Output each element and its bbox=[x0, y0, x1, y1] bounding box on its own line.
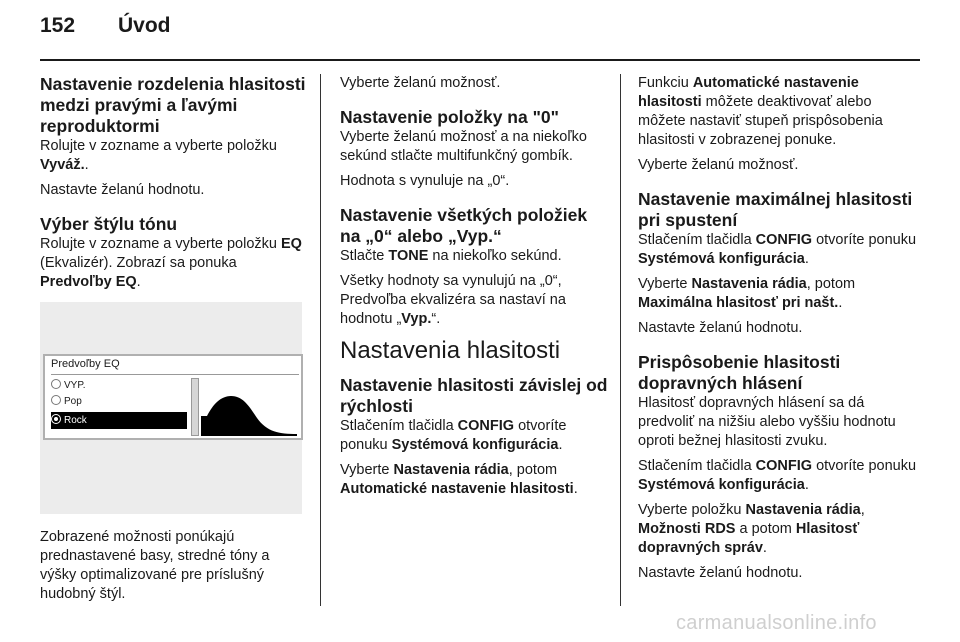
text: , potom bbox=[806, 276, 856, 292]
section-heading-reset-all: Nastavenie všetkých položiek na „0“ alebo „Vyp.“ bbox=[340, 205, 588, 246]
text: Stlačte bbox=[340, 248, 389, 264]
text: , potom bbox=[508, 462, 558, 478]
paragraph bbox=[638, 457, 920, 495]
text: . bbox=[804, 251, 809, 267]
radio-off-icon bbox=[51, 379, 61, 389]
menu-term: Systémová konfigurácia bbox=[391, 437, 559, 453]
paragraph bbox=[340, 272, 608, 329]
menu-term: Nastavenia rádia bbox=[393, 462, 509, 478]
text: . bbox=[838, 295, 843, 311]
text: , bbox=[860, 502, 865, 518]
section-heading-tone-style: Výber štýlu tónu bbox=[40, 214, 178, 234]
paragraph bbox=[638, 74, 920, 150]
menu-term: Predvoľby EQ bbox=[40, 274, 137, 290]
option-label: VYP. bbox=[64, 380, 86, 391]
menu-term: Hlasitosť dopravných správ bbox=[638, 521, 860, 556]
screen-title: Predvoľby EQ bbox=[51, 358, 120, 370]
eq-curve-icon bbox=[201, 376, 297, 436]
text: . bbox=[573, 481, 578, 497]
column-divider bbox=[320, 74, 321, 606]
text: Stlačením tlačidla bbox=[340, 418, 458, 434]
section-heading-reset: Nastavenie položky na "0" bbox=[340, 107, 559, 127]
paragraph: Nastavte želanú hodnotu. bbox=[40, 182, 205, 198]
text: Vyberte položku bbox=[638, 502, 746, 518]
column-divider bbox=[620, 74, 621, 606]
button-term: CONFIG bbox=[457, 418, 515, 434]
text: na niekoľko sekúnd. bbox=[428, 248, 562, 264]
chapter-section-title: Nastavenia hlasitosti bbox=[340, 337, 561, 364]
paragraph bbox=[340, 417, 608, 455]
button-term: TONE bbox=[388, 248, 429, 264]
eq-option-off bbox=[51, 378, 187, 393]
text: Vyberte bbox=[638, 276, 692, 292]
menu-term: Maximálna hlasitosť pri našt. bbox=[638, 295, 839, 311]
paragraph: Hodnota s vynuluje na „0“. bbox=[340, 173, 510, 189]
radio-on-icon bbox=[51, 414, 61, 424]
text: a potom bbox=[735, 521, 796, 537]
eq-presets-figure bbox=[40, 302, 302, 514]
paragraph bbox=[40, 137, 308, 175]
text: môžete deaktivovať alebo môžete nastaviť stupeň prispôsobenia hlasitosti v zobrazenej ponuke. bbox=[638, 94, 883, 148]
menu-term: Automatické nastavenie hlasitosti bbox=[638, 75, 859, 110]
text: otvoríte ponuku bbox=[340, 418, 567, 453]
paragraph: Vyberte želanú možnosť. bbox=[638, 157, 799, 173]
text: . bbox=[136, 274, 141, 290]
paragraph: Hlasitosť dopravných hlásení sa dá predvoliť na nižšiu alebo vyššiu hodnotu oproti bežnej hlasitosti zvuku. bbox=[638, 395, 896, 449]
paragraph bbox=[638, 501, 920, 558]
watermark: carmanualsonline.info bbox=[676, 612, 877, 634]
header-rule bbox=[40, 59, 920, 61]
section-heading-balance: Nastavenie rozdelenia hlasitosti medzi pravými a ľavými reproduktormi bbox=[40, 74, 306, 136]
text: Funkciu bbox=[638, 75, 693, 91]
text: . bbox=[762, 540, 767, 556]
text: Rolujte v zozname a vyberte položku bbox=[40, 138, 277, 154]
section-heading-max-startup-volume: Nastavenie maximálnej hlasitosti pri spustení bbox=[638, 189, 913, 230]
paragraph: Nastavte želanú hodnotu. bbox=[638, 320, 803, 336]
paragraph bbox=[40, 235, 308, 292]
menu-term: Nastavenia rádia bbox=[745, 502, 861, 518]
menu-term: Systémová konfigurácia bbox=[638, 251, 805, 267]
scrollbar bbox=[191, 378, 199, 436]
text: . bbox=[558, 437, 563, 453]
chapter-title: Úvod bbox=[118, 14, 171, 37]
page-header bbox=[40, 14, 920, 54]
menu-term: EQ bbox=[281, 236, 302, 252]
column-middle bbox=[340, 74, 608, 505]
text: “. bbox=[431, 311, 441, 327]
figure-caption: Zobrazené možnosti ponúkajú prednastavené basy, stredné tóny a výšky optimalizované pre príslušný hudobný štýl. bbox=[40, 529, 270, 602]
eq-option-rock-selected bbox=[51, 412, 187, 429]
text: Stlačením tlačidla bbox=[638, 232, 756, 248]
section-heading-speed-volume: Nastavenie hlasitosti závislej od rýchlosti bbox=[340, 375, 608, 416]
paragraph: Vyberte želanú možnosť. bbox=[340, 75, 501, 91]
paragraph bbox=[340, 461, 608, 499]
option-label: Pop bbox=[64, 396, 82, 407]
paragraph bbox=[340, 247, 608, 266]
text: Rolujte v zozname a vyberte položku bbox=[40, 236, 281, 252]
menu-term: Vyp. bbox=[401, 311, 432, 327]
text: (Ekvalizér). Zobrazí sa ponuka bbox=[40, 255, 237, 271]
menu-term: Systémová konfigurácia bbox=[638, 477, 805, 493]
text: Všetky hodnoty sa vynulujú na „0“, Predvoľba ekvalizéra sa nastaví na hodnotu „ bbox=[340, 273, 566, 327]
column-left bbox=[40, 74, 308, 610]
screen-divider bbox=[51, 374, 299, 375]
option-label: Rock bbox=[64, 415, 87, 426]
section-heading-traffic-volume: Prispôsobenie hlasitosti dopravných hlásení bbox=[638, 352, 841, 393]
paragraph: Vyberte želanú možnosť a na niekoľko sekúnd stlačte multifunkčný gombík. bbox=[340, 129, 587, 164]
text: Stlačením tlačidla bbox=[638, 458, 756, 474]
paragraph bbox=[638, 231, 920, 269]
text: otvoríte ponuku bbox=[812, 232, 917, 248]
paragraph bbox=[638, 275, 920, 313]
text: Vyberte bbox=[340, 462, 394, 478]
page-number: 152 bbox=[40, 14, 76, 37]
menu-term: Nastavenia rádia bbox=[691, 276, 807, 292]
eq-presets-screen bbox=[43, 354, 303, 440]
radio-off-icon bbox=[51, 395, 61, 405]
paragraph: Nastavte želanú hodnotu. bbox=[638, 565, 803, 581]
button-term: CONFIG bbox=[755, 458, 813, 474]
text: otvoríte ponuku bbox=[812, 458, 917, 474]
menu-term: Automatické nastavenie hlasitosti bbox=[340, 481, 574, 497]
text: . bbox=[804, 477, 809, 493]
menu-term: Vyváž. bbox=[40, 157, 85, 173]
menu-term: Možnosti RDS bbox=[638, 521, 736, 537]
text: . bbox=[84, 157, 89, 173]
column-right bbox=[638, 74, 920, 589]
eq-option-pop bbox=[51, 394, 187, 409]
button-term: CONFIG bbox=[755, 232, 813, 248]
